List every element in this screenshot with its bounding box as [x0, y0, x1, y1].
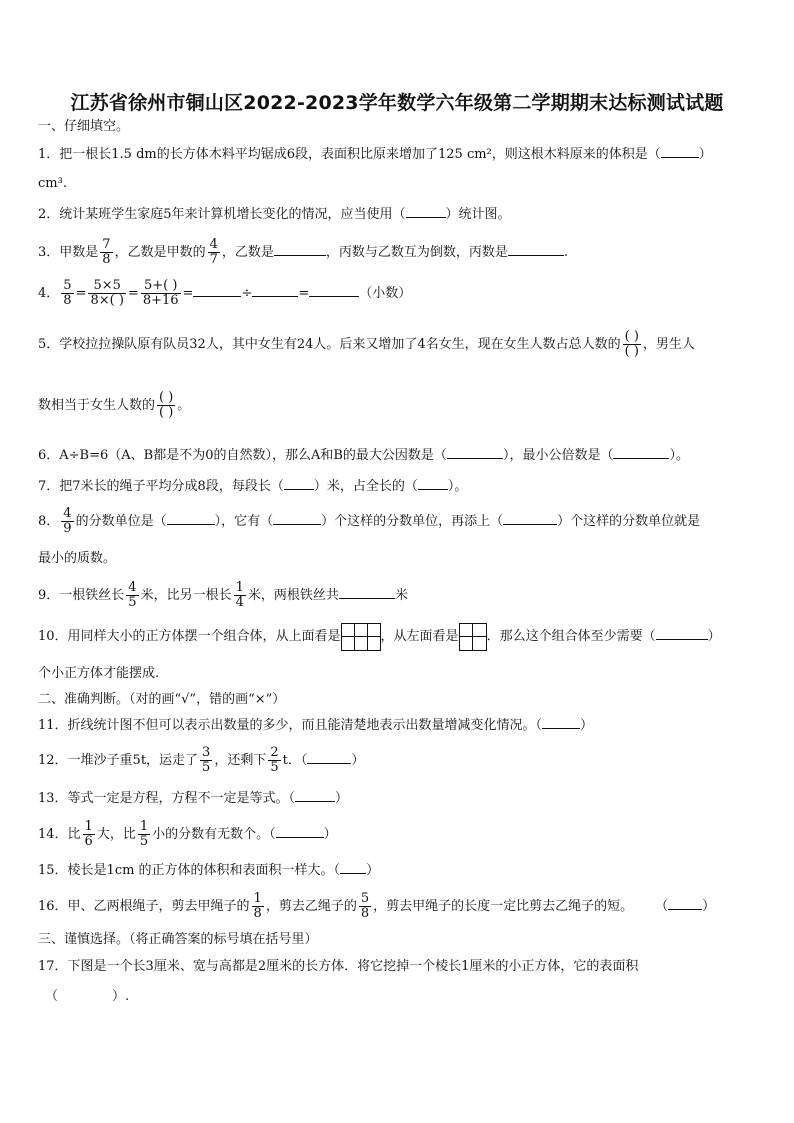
answer-blank[interactable]	[613, 458, 669, 459]
question-6: 6．A÷B=6（A、B都是不为0的自然数），那么A和B的最大公因数是（ ），最小公倍数是（ ）。	[38, 448, 689, 463]
answer-blank[interactable]	[309, 296, 359, 297]
question-2: 2．统计某班学生家庭5年来计算机增长变化的情况，应当使用（ ）统计图。	[38, 207, 511, 222]
question-3: 3．甲数是 $\frac{7}{8}$ ，乙数是甲数的 $\frac{4}{7}$ ，乙数是 ，丙数与乙数互为倒数，丙数是 .	[38, 237, 569, 267]
answer-blank[interactable]	[295, 801, 335, 802]
fraction: $\frac{5+( )}{8+16}$	[142, 278, 179, 308]
answer-blank[interactable]	[273, 524, 321, 525]
page-title: 江苏省徐州市铜山区2022-2023学年数学六年级第二学期期末达标测试试题	[70, 92, 724, 114]
fraction: $\frac{2}{5}$	[270, 745, 279, 775]
top-view-grid-icon	[341, 623, 381, 651]
answer-blank[interactable]	[340, 873, 366, 874]
question-1-unit: cm³.	[38, 176, 67, 191]
question-5: 5．学校拉拉操队原有队员32人，其中女生有24人。后来又增加了4名女生，现在女生人数占总人数的 $\frac{( )}{( )}$ ，男生人	[38, 329, 695, 359]
fraction: $\frac{1}{5}$	[139, 819, 149, 849]
fraction: $\frac{5\times 5}{8\times( )}$	[90, 278, 124, 308]
answer-blank[interactable]	[167, 524, 215, 525]
section-1-heading: 一、仔细填空。	[38, 119, 130, 134]
question-17: 17．下图是一个长3厘米、宽与高都是2厘米的长方体．将它挖掉一个棱长1厘米的小正方体，它的表面积	[38, 959, 639, 974]
fraction: $\frac{3}{5}$	[202, 745, 211, 775]
fraction: $\frac{1}{6}$	[84, 819, 93, 849]
fraction-blank[interactable]: $\frac{( )}{( )}$	[159, 390, 174, 420]
fraction: $\frac{5}{8}$	[360, 891, 370, 921]
fraction: $\frac{7}{8}$	[102, 237, 111, 267]
answer-blank[interactable]	[656, 639, 708, 640]
fraction: $\frac{1}{4}$	[235, 580, 244, 610]
question-14: 14．比 $\frac{1}{6}$ 大，比 $\frac{1}{5}$ 小的分数有无数个。（ ）	[38, 819, 337, 849]
question-16: 16．甲、乙两根绳子，剪去甲绳子的 $\frac{1}{8}$ ，剪去乙绳子的 $\frac{5}{8}$ ，剪去甲绳子的长度一定比剪去乙绳子的短。 （ ）	[38, 891, 716, 921]
answer-blank[interactable]	[508, 255, 564, 256]
section-2-heading: 二、准确判断。（对的画“√”，错的画“×”）	[38, 692, 286, 707]
question-11: 11．折线统计图不但可以表示出数量的多少，而且能清楚地表示出数量增减变化情况。（ ）	[38, 718, 594, 733]
question-12: 12．一堆沙子重5t，运走了 $\frac{3}{5}$ ，还剩下 $\frac{2}{5}$ t．（ ）	[38, 745, 365, 775]
answer-blank[interactable]	[406, 217, 446, 218]
section-3-heading: 三、谨慎选择。（将正确答案的标号填在括号里）	[38, 932, 318, 947]
answer-blank[interactable]	[668, 909, 702, 910]
answer-blank[interactable]	[447, 458, 503, 459]
answer-blank[interactable]	[274, 255, 326, 256]
fraction: $\frac{1}{8}$	[253, 891, 262, 921]
fraction: $\frac{4}{5}$	[128, 580, 137, 610]
question-13: 13．等式一定是方程，方程不一定是等式。（ ）	[38, 791, 349, 806]
answer-blank[interactable]	[418, 489, 448, 490]
fraction: $\frac{4}{9}$	[63, 506, 72, 536]
question-5-cont: 数相当于女生人数的 $\frac{( )}{( )}$ 。	[38, 390, 191, 420]
question-9: 9．一根铁丝长 $\frac{4}{5}$ 米，比另一根长 $\frac{1}{4}$ 米，两根铁丝共 米	[38, 580, 408, 610]
answer-blank[interactable]	[252, 296, 298, 297]
question-1: 1．把一根长1.5 dm的长方体木料平均锯成6段，表面积比原来增加了125 cm²，则这根木料原来的体积是（ ）	[38, 147, 712, 162]
answer-blank[interactable]	[276, 837, 324, 838]
answer-blank[interactable]	[193, 296, 241, 297]
question-8: 8． $\frac{4}{9}$ 的分数单位是（ ），它有（ ）个这样的分数单位，再添上（ ）个这样的分数单位就是	[38, 506, 701, 536]
fraction: $\frac{4}{7}$	[209, 237, 218, 267]
fraction: $\frac{5}{8}$	[63, 278, 72, 308]
question-10-cont: 个小正方体才能摆成.	[38, 666, 160, 681]
question-8-cont: 最小的质数。	[38, 551, 117, 566]
answer-blank[interactable]	[284, 489, 314, 490]
question-15: 15．棱长是1cm 的正方体的体积和表面积一样大。（ ）	[38, 863, 380, 878]
question-17-answer: （ ）.	[45, 989, 130, 1004]
answer-blank[interactable]	[307, 763, 351, 764]
answer-blank[interactable]	[503, 524, 557, 525]
fraction-blank[interactable]: $\frac{( )}{( )}$	[624, 329, 639, 359]
question-10: 10．用同样大小的正方体摆一个组合体，从上面看是 ，从左面看是 ．那么这个组合体至少需要（ ）	[38, 622, 721, 652]
answer-blank[interactable]	[542, 728, 580, 729]
answer-blank[interactable]	[339, 598, 395, 599]
answer-blank[interactable]	[661, 157, 699, 158]
question-7: 7．把7米长的绳子平均分成8段，每段长（ ）米，占全长的（ ）。	[38, 479, 468, 494]
left-view-grid-icon	[459, 623, 487, 651]
question-4: 4． $\frac{5}{8}$ = $\frac{5\times 5}{8\times( )}$ = $\frac{5+( )}{8+16}$ = ÷ = （小数）	[38, 278, 412, 308]
